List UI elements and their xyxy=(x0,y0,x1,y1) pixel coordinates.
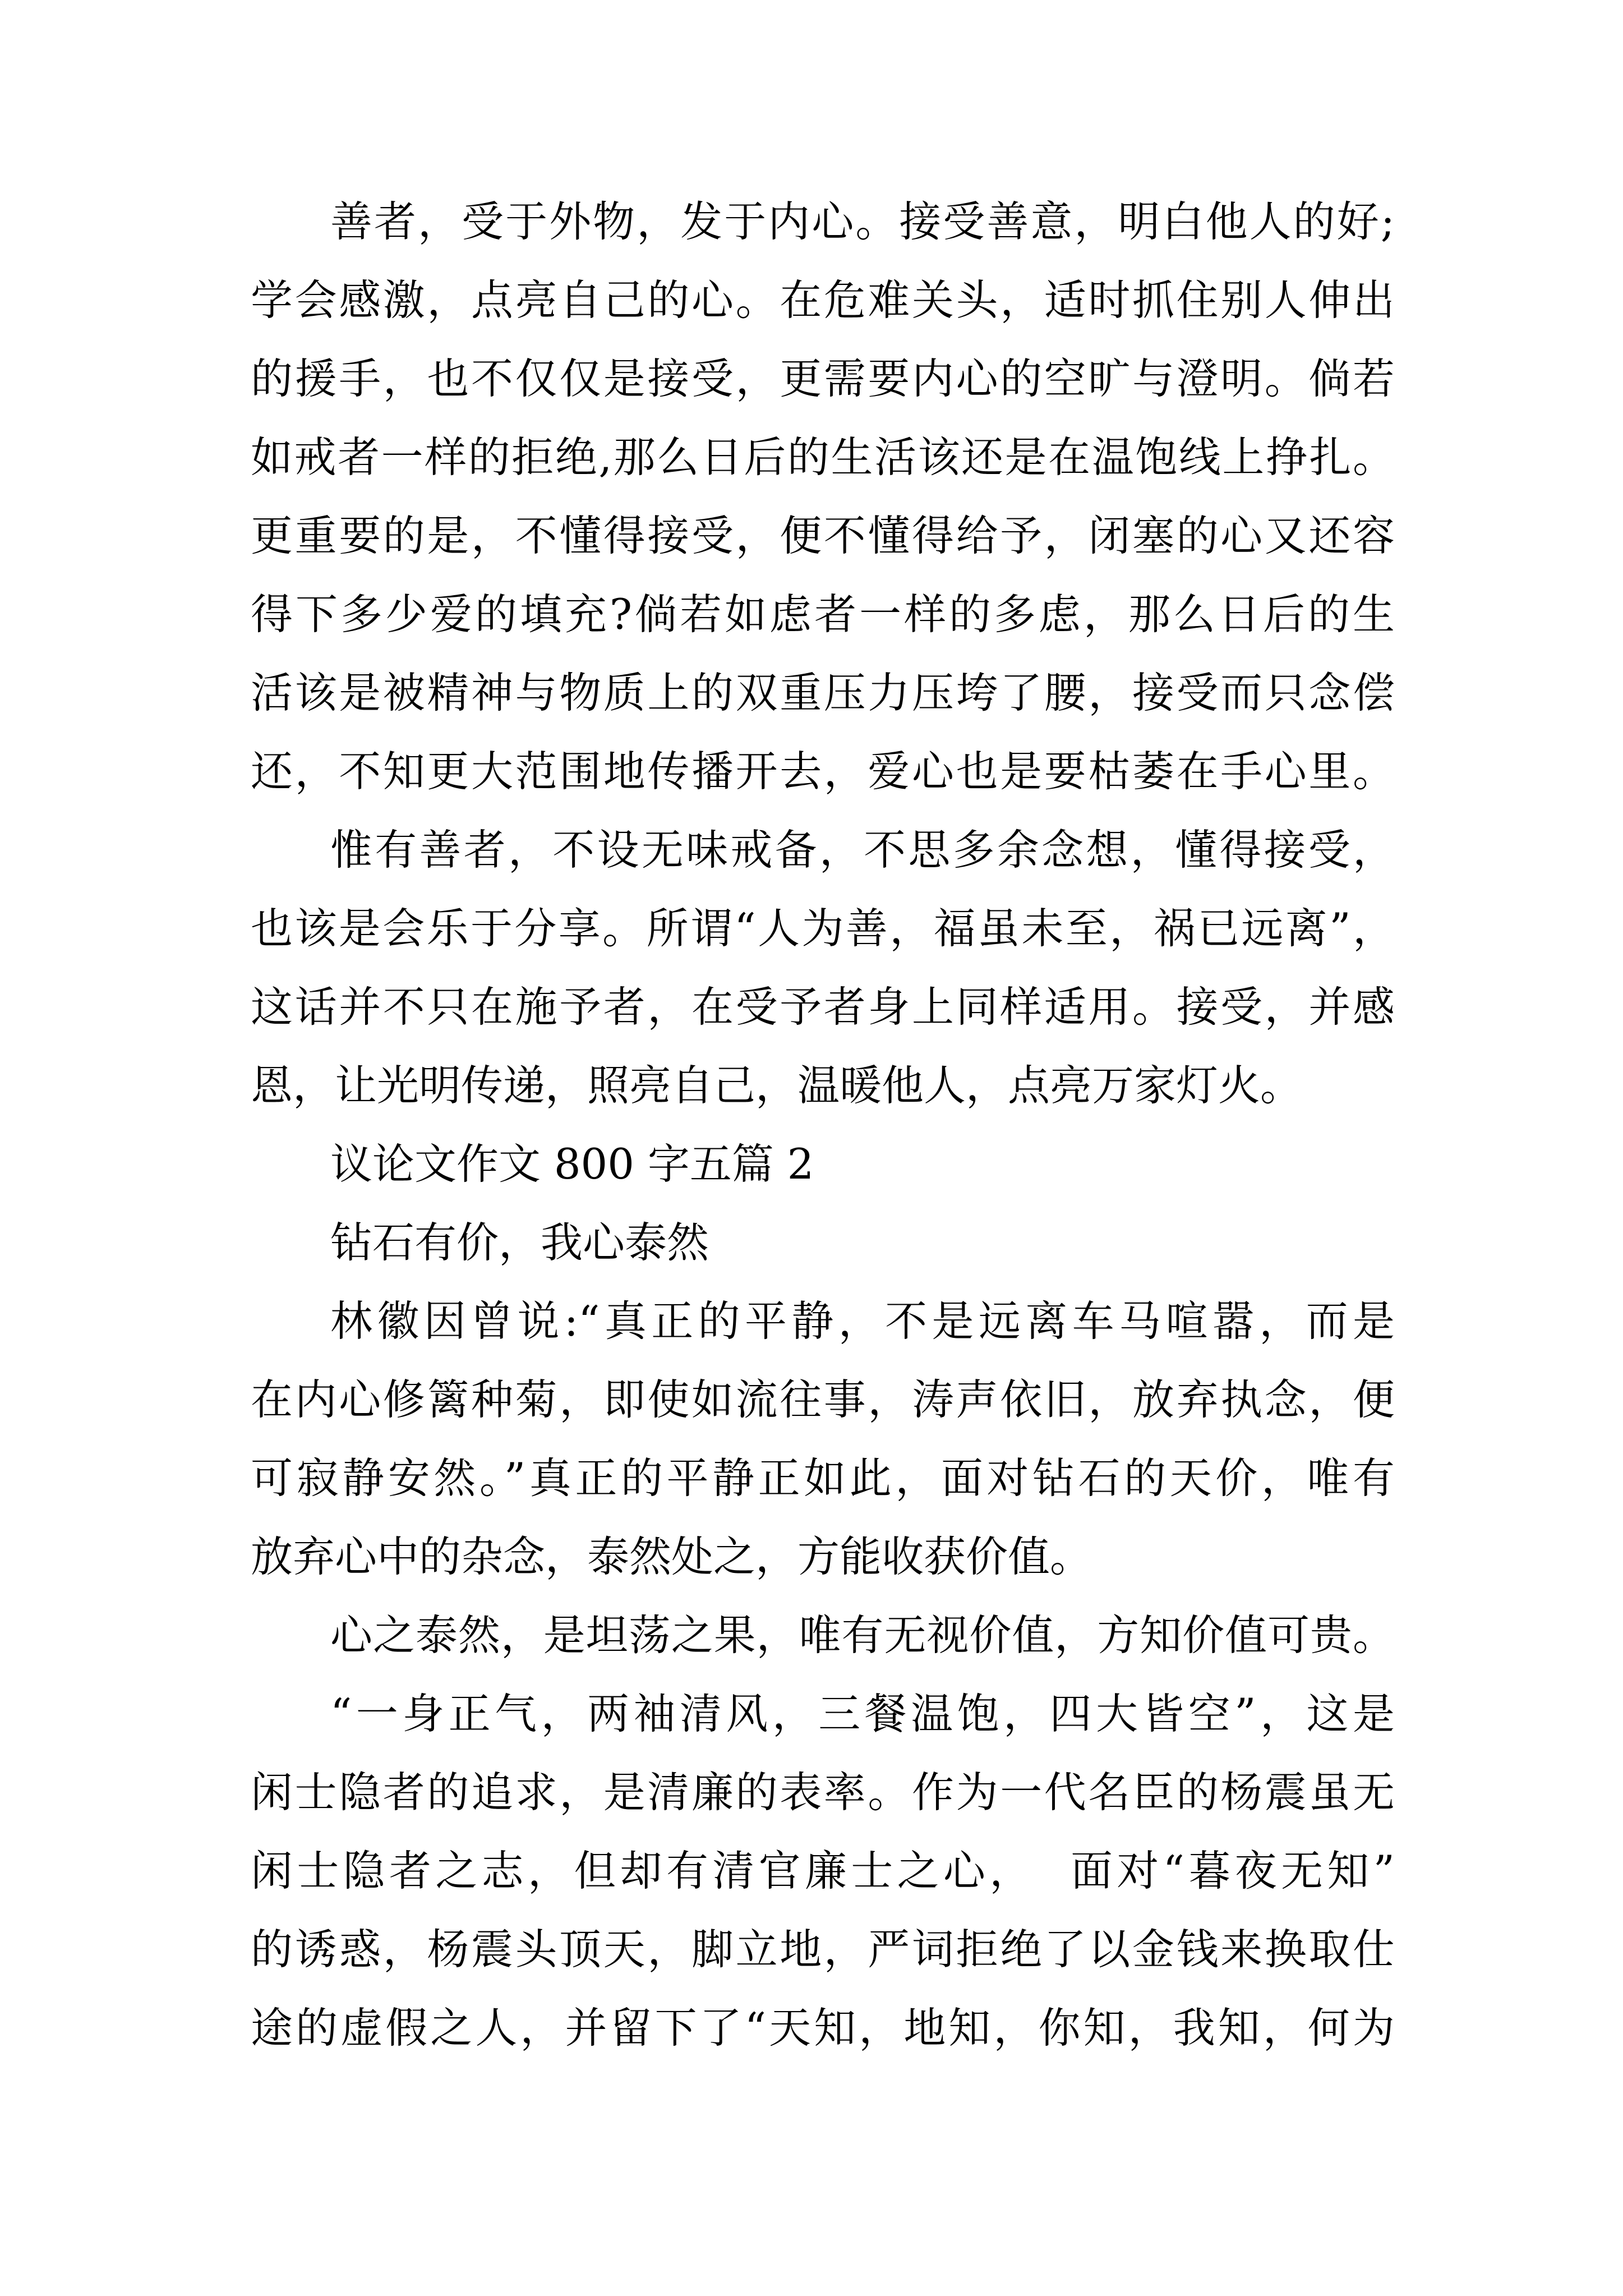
paragraph-line: 在内心修篱种菊，即使如流往事，涛声依旧，放弃执念，便 xyxy=(251,1375,1395,1424)
paragraph-line: 活该是被精神与物质上的双重压力压垮了腰，接受而只念偿 xyxy=(251,668,1395,717)
paragraph-line: 惟有善者，不设无味戒备，不思多余念想，懂得接受， xyxy=(330,825,1395,875)
paragraph-line: 如戒者一样的拒绝,那么日后的生活该还是在温饱线上挣扎。 xyxy=(251,432,1395,482)
paragraph-line: 的援手，也不仅仅是接受，更需要内心的空旷与澄明。倘若 xyxy=(251,354,1395,403)
paragraph-line: 放弃心中的杂念，泰然处之，方能收获价值。 xyxy=(251,1532,1092,1581)
paragraph-line: 心之泰然，是坦荡之果，唯有无视价值，方知价值可贵。 xyxy=(330,1611,1395,1660)
essay-title: 钻石有价，我心泰然 xyxy=(330,1218,709,1267)
paragraph-line: 的诱惑，杨震头顶天，脚立地，严词拒绝了以金钱来换取仕 xyxy=(251,1925,1395,1974)
paragraph-line: 林徽因曾说:“真正的平静，不是远离车马喧嚣，而是 xyxy=(330,1296,1395,1346)
paragraph-line: 可寂静安然。”真正的平静正如此，面对钻石的天价，唯有 xyxy=(251,1453,1395,1503)
paragraph-line: 得下多少爱的填充?倘若如虑者一样的多虑，那么日后的生 xyxy=(251,590,1395,639)
paragraph-line: 还，不知更大范围地传播开去，爱心也是要枯萎在手心里。 xyxy=(251,747,1395,796)
paragraph-line: “一身正气，两袖清风，三餐温饱，四大皆空”，这是 xyxy=(330,1689,1395,1738)
section-heading: 议论文作文 800 字五篇 2 xyxy=(330,1139,814,1189)
paragraph-line: 这话并不只在施予者，在受予者身上同样适用。接受，并感 xyxy=(251,982,1395,1032)
paragraph-line: 闲士隐者之志，但却有清官廉士之心， 面对“暮夜无知” xyxy=(251,1846,1395,1895)
paragraph-line: 途的虚假之人，并留下了“天知，地知，你知，我知，何为 xyxy=(251,2003,1395,2053)
paragraph-line: 闲士隐者的追求，是清廉的表率。作为一代名臣的杨震虽无 xyxy=(251,1768,1395,1817)
paragraph-line: 更重要的是，不懂得接受，便不懂得给予，闭塞的心又还容 xyxy=(251,511,1395,560)
document-body xyxy=(251,182,1395,2067)
paragraph-line: 也该是会乐于分享。所谓“人为善，福虽未至，祸已远离”， xyxy=(251,904,1395,953)
paragraph-line: 恩，让光明传递，照亮自己，温暖他人，点亮万家灯火。 xyxy=(251,1061,1303,1110)
paragraph-line: 善者，受于外物，发于内心。接受善意，明白他人的好; xyxy=(330,197,1395,246)
paragraph-line: 学会感激，点亮自己的心。在危难关头，适时抓住别人伸出 xyxy=(251,275,1395,325)
